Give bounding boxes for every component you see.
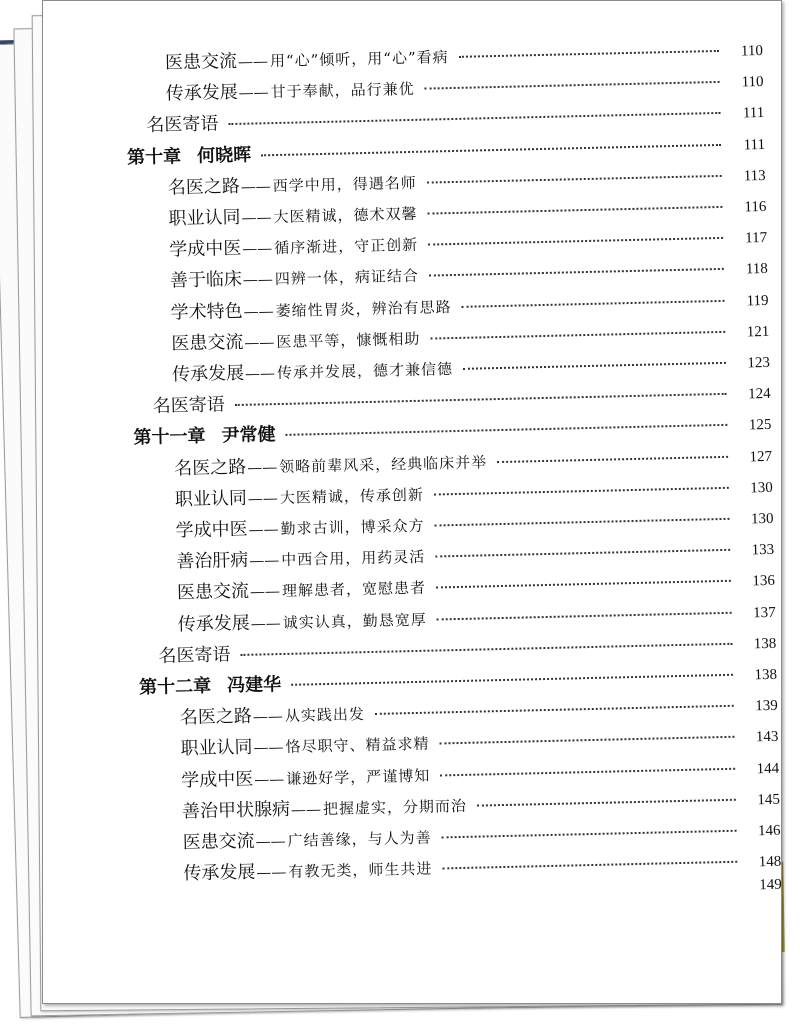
page-number: 139: [755, 697, 778, 715]
em-dash: ——: [252, 707, 284, 726]
chapter-name: 冯建华: [226, 674, 282, 697]
dot-leader: [427, 206, 722, 215]
entry-title: 名医寄语: [152, 394, 226, 418]
entry-title: 学成中医: [181, 768, 254, 791]
dot-leader: [427, 175, 722, 184]
dot-leader: [440, 767, 735, 776]
entry-title: 医患交流: [164, 50, 238, 74]
entry-subtitle: 从实践出发: [284, 705, 366, 726]
page-number: 149: [759, 877, 782, 894]
page-number: 113: [743, 167, 766, 185]
em-dash: ——: [253, 738, 284, 758]
em-dash: ——: [244, 332, 275, 352]
dot-leader: [435, 549, 730, 558]
entry-title: 传承发展: [177, 612, 250, 635]
entry-title: 名医之路: [179, 705, 253, 729]
entry-title: 传承发展: [183, 861, 256, 885]
page-number: 136: [752, 573, 776, 590]
page-number: 118: [745, 261, 769, 278]
entry-subtitle: 勤求古训，博采众方: [280, 516, 425, 539]
entry-title: 职业认同: [174, 487, 248, 511]
dot-leader: [435, 518, 730, 527]
entry-subtitle: 大医精诚，传承创新: [279, 485, 425, 507]
page-number: 127: [749, 448, 773, 465]
page-number: 111: [742, 105, 765, 122]
page-number: 125: [748, 417, 772, 434]
dot-leader: [291, 674, 733, 686]
entry-title: 学成中医: [175, 518, 248, 542]
dot-leader: [429, 268, 724, 277]
em-dash: ——: [247, 488, 279, 508]
em-dash: ——: [254, 769, 285, 789]
dot-leader: [261, 144, 721, 156]
entry-subtitle: 大医精诚，德术双馨: [273, 204, 418, 227]
dot-leader: [463, 362, 726, 370]
page-number: 117: [744, 230, 768, 247]
page-number: 143: [755, 729, 779, 746]
page-number: 111: [743, 136, 766, 153]
em-dash: ——: [248, 520, 279, 539]
entry-subtitle: 循序渐进，守正创新: [274, 236, 419, 258]
dot-leader: [228, 112, 720, 125]
em-dash: ——: [241, 208, 272, 227]
entry-title: 传承发展: [165, 82, 238, 105]
em-dash: ——: [238, 83, 269, 103]
page-number: 145: [757, 791, 781, 809]
entry-title: 职业认同: [180, 737, 253, 760]
dot-leader: [497, 455, 728, 462]
table-of-contents: [32, 0, 793, 1011]
dot-leader: [285, 424, 727, 436]
page-number: 123: [747, 354, 771, 372]
page-number: 130: [750, 479, 773, 497]
dot-leader: [430, 331, 725, 340]
entry-title: 传承发展: [171, 362, 245, 386]
dot-leader: [375, 705, 734, 715]
entry-subtitle: 诚实认真，勤恳宽厚: [282, 610, 427, 632]
em-dash: ——: [255, 831, 286, 851]
page-number: 124: [747, 386, 771, 403]
chapter-name: 何晓晖: [196, 144, 252, 167]
entry-subtitle: 恪尽职守、精益求精: [285, 735, 430, 757]
page-number: 146: [757, 822, 781, 840]
dot-leader: [235, 393, 727, 406]
toc-page: [42, 0, 782, 1004]
entry-subtitle: 领略前辈风采，经典临床并举: [278, 452, 488, 476]
page-number: 133: [751, 542, 775, 559]
entry-subtitle: 有教无类，师生共进: [288, 859, 433, 882]
entry-title: 职业认同: [168, 206, 241, 230]
em-dash: ——: [242, 270, 274, 290]
dot-leader: [462, 299, 725, 307]
dot-leader: [425, 81, 720, 90]
chapter-name: 尹常健: [221, 424, 276, 447]
chapter-number: 第十一章: [133, 426, 206, 449]
dot-leader: [442, 830, 737, 839]
entry-subtitle: 把握虚实，分期而治: [322, 796, 468, 818]
entry-subtitle: 甘于奉献，品行兼优: [270, 80, 415, 102]
entry-subtitle: 中西合用，用药灵活: [281, 547, 426, 570]
dot-leader: [459, 50, 719, 58]
chapter-number: 第十章: [126, 145, 182, 168]
page-number: 116: [744, 198, 767, 216]
em-dash: ——: [242, 239, 273, 258]
em-dash: ——: [237, 52, 269, 71]
page-number: 119: [746, 292, 769, 309]
em-dash: ——: [249, 551, 280, 570]
entry-subtitle: 四辨一体，病证结合: [274, 267, 420, 289]
em-dash: ——: [246, 457, 278, 477]
em-dash: ——: [290, 799, 322, 819]
page-number: 144: [756, 760, 780, 777]
entry-subtitle: 用“心”倾听，用“心”看病: [269, 48, 449, 71]
em-dash: ——: [243, 301, 274, 321]
em-dash: ——: [240, 176, 272, 196]
entry-title: 医患交流: [176, 581, 250, 604]
dot-leader: [440, 736, 735, 745]
entry-title: 学成中医: [169, 238, 242, 261]
page-number: 130: [750, 510, 774, 528]
entry-title: 善于临床: [169, 269, 243, 292]
dot-leader: [442, 861, 737, 870]
page-number: 148: [758, 853, 782, 871]
page-number: 137: [752, 604, 776, 621]
em-dash: ——: [244, 364, 276, 383]
dot-leader: [434, 487, 729, 496]
entry-subtitle: 传承并发展，德才兼信德: [276, 360, 454, 383]
entry-subtitle: 谦逊好学，严谨博知: [286, 766, 431, 788]
dot-leader: [436, 580, 731, 589]
entry-title: 医患交流: [171, 331, 244, 355]
page-number: 138: [753, 635, 777, 653]
entry-subtitle: 理解患者，宽慰患者: [281, 579, 427, 601]
page-number: 121: [746, 323, 770, 341]
entry-title: 医患交流: [182, 830, 255, 854]
entry-subtitle: 广结善缘，与人为善: [287, 828, 432, 850]
em-dash: ——: [250, 613, 281, 633]
entry-title: 善治肝病: [176, 549, 249, 573]
page-number: 110: [740, 42, 764, 60]
dot-leader: [437, 611, 732, 620]
dot-leader: [240, 643, 732, 656]
entry-title: 名医寄语: [146, 113, 219, 137]
dot-leader: [428, 237, 723, 246]
entry-subtitle: 西学中用，得遇名师: [272, 173, 417, 195]
entry-title: 名医之路: [173, 456, 247, 480]
entry-subtitle: 医患平等，慷慨相助: [276, 329, 421, 351]
page-number: 110: [741, 74, 764, 91]
chapter-number: 第十二章: [138, 675, 212, 699]
dot-leader: [477, 799, 736, 807]
entry-title: 学术特色: [170, 300, 243, 324]
em-dash: ——: [249, 582, 281, 602]
page-number: 138: [754, 666, 778, 684]
entry-title: 名医寄语: [158, 643, 231, 667]
entry-subtitle: 萎缩性胃炎，辨治有思路: [275, 297, 452, 320]
em-dash: ——: [256, 863, 287, 882]
entry-title: 善治甲状腺病: [181, 798, 291, 823]
entry-title: 名医之路: [167, 175, 241, 199]
